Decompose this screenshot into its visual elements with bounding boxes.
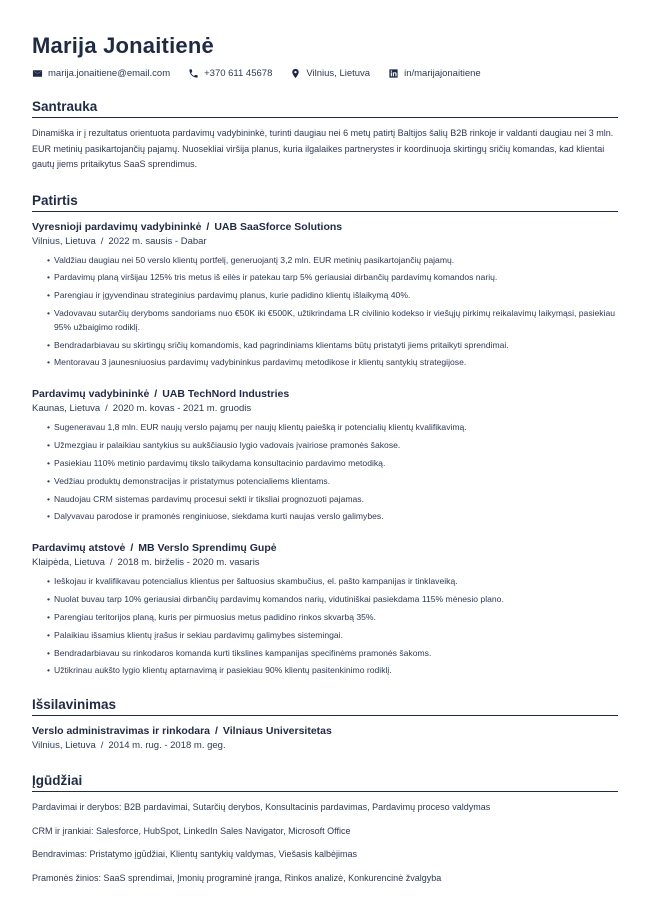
job-role: Pardavimų atstovė <box>32 542 126 555</box>
job-heading <box>32 220 618 235</box>
bullet-item: • Sugeneravau 1,8 mln. EUR naujų verslo pajamų per naujų klientų paiešką ir potencialių klientų kvalifikavimą. <box>48 420 618 434</box>
education-section <box>32 697 618 753</box>
separator: / <box>100 740 104 752</box>
bullet-item: • Pardavimų planą viršijau 125% tris metus iš eilės ir patekau tarp 5% geriausiai dirbančių pardavimų komandos narių. <box>48 270 618 284</box>
bullet-item: • Naudojau CRM sistemas pardavimų procesui sekti ir tiksliai prognozuoti pajamas. <box>48 492 618 506</box>
mail-icon <box>32 68 43 79</box>
education-heading: Išsilavinimas <box>32 697 618 716</box>
contact-location <box>290 68 370 79</box>
separator: / <box>130 542 134 555</box>
skill-line: Pramonės žinios: SaaS sprendimai, Įmonių programinė įranga, Rinkos analizė, Konkurencinė žvalgyba <box>32 872 442 883</box>
skill-line: Bendravimas: Pristatymo įgūdžiai, Klientų santykių valdymas, Viešasis kalbėjimas <box>32 849 357 860</box>
separator: / <box>105 403 108 415</box>
bullet-item: • Valdžiau daugiau nei 50 verslo klientų portfelį, generuojantį 3,2 mln. EUR metinių pasikartojančių pajamų. <box>48 253 618 267</box>
linkedin-text: in/marijajonaitiene <box>404 68 481 79</box>
bullet-item: • Palaikiau išsamius klientų įrašus ir sekiau pardavimų galimybes sistemingai. <box>48 628 618 642</box>
bullet-item: • Pasiekiau 110% metinio pardavimų tikslo taikydama konsultacinio pardavimo metodiką. <box>48 456 618 470</box>
skill-line: CRM ir įrankiai: Salesforce, HubSpot, LinkedIn Sales Navigator, Microsoft Office <box>32 825 351 836</box>
separator: / <box>100 235 104 247</box>
job-company: UAB SaaSforce Solutions <box>214 220 343 233</box>
bullet-item: • Dalyvavau parodose ir pramonės renginiuose, siekdama kurti naujas verslo galimybes. <box>48 509 618 523</box>
job-bullets <box>32 253 618 370</box>
phone-icon <box>188 68 199 79</box>
summary-heading: Santrauka <box>32 99 618 118</box>
bullet-item: • Užmezgiau ir palaikiau santykius su aukščiausio lygio vadovais įvairiose pramonės šakose. <box>48 438 618 452</box>
education-heading-line <box>32 724 618 739</box>
job-location: Vilnius, Lietuva <box>32 235 96 247</box>
bullet-item: • Ieškojau ir kvalifikavau potencialius klientus per šaltuosius skambučius, el. pašto kampanijas ir tinklaveiką. <box>48 574 618 588</box>
education-meta <box>32 739 618 753</box>
contact-bar <box>32 68 618 79</box>
job-location: Kaunas, Lietuva <box>32 403 101 415</box>
bullet-item: • Nuolat buvau tarp 10% geriausiai dirbančių pardavimų komandos narių, vidutiniškai pasiekdama 115% mėnesio plano. <box>48 592 618 606</box>
job-heading <box>32 541 618 556</box>
bullet-item: • Vedžiau produktų demonstracijas ir pristatymus potencialiems klientams. <box>48 474 618 488</box>
job-dates: 2020 m. kovas - 2021 m. gruodis <box>112 403 252 415</box>
job-role: Pardavimų vadybininkė <box>32 388 150 401</box>
job-entry <box>32 220 618 370</box>
job-meta <box>32 556 618 570</box>
separator: / <box>154 388 158 401</box>
separator: / <box>109 557 113 569</box>
bullet-item: • Bendradarbiavau su rinkodaros komanda kurti tikslines kampanijas specifinėms pramonės šakoms. <box>48 646 618 660</box>
location-text: Vilnius, Lietuva <box>306 68 371 79</box>
job-meta <box>32 402 618 416</box>
job-entry <box>32 541 618 677</box>
job-role: Vyresnioji pardavimų vadybininkė <box>32 220 202 233</box>
linkedin-icon <box>388 68 399 79</box>
education-degree: Verslo administravimas ir rinkodara <box>32 725 210 738</box>
job-entry <box>32 387 618 523</box>
education-school: Vilniaus Universitetas <box>222 725 332 738</box>
bullet-item: • Parengiau teritorijos planą, kuris per pirmuosius metus padidino rinkos skvarbą 35%. <box>48 610 618 624</box>
skills-section <box>32 773 618 885</box>
bullet-item: • Mentoravau 3 jaunesniuosius pardavimų vadybininkus pardavimų metodikose ir klientų santykių strategijose. <box>48 355 618 369</box>
contact-linkedin[interactable] <box>388 68 481 79</box>
summary-section <box>32 99 618 173</box>
job-dates: 2022 m. sausis - Dabar <box>108 235 207 247</box>
bullet-item: • Parengiau ir įgyvendinau strateginius pardavimų planus, kurie padidino klientų išlaikymą 40%. <box>48 288 618 302</box>
bullet-item: • Bendradarbiavau su skirtingų sričių komandomis, kad pagrindiniams klientams būtų pristatyti jiems pritaikyti sprendimai. <box>48 338 618 352</box>
experience-section <box>32 193 618 678</box>
contact-phone[interactable] <box>188 68 272 79</box>
bullet-item: • Vadovavau sutarčių deryboms sandoriams nuo €50K iki €500K, užtikrindama LR civilinio kodekso ir viešųjų pirkimų reikalavimų laikymąsi, pasiekiau 95% užbaigimo rodiklį. <box>48 306 618 334</box>
separator: / <box>206 220 210 233</box>
education-location: Vilnius, Lietuva <box>32 740 96 752</box>
job-meta <box>32 235 618 249</box>
skill-line: Pardavimai ir derybos: B2B pardavimai, Sutarčių derybos, Konsultacinis pardavimas, Pardavimų proceso valdymas <box>32 802 491 813</box>
summary-text: Dinamiška ir į rezultatus orientuota pardavimų vadybininkė, turinti daugiau nei 6 metų patirtį Baltijos šalių B2B rinkoje ir valdanti daugiau nei 3 mln. EUR metinių pasikartojančių pajamų. Nuosekliai viršija planus, kuria ilgalaikes partnerystes ir koordinuoja skirtingų sričių komandas, kad klientai gautų jiems pritaikytus SaaS sprendimus. <box>32 128 614 169</box>
education-dates: 2014 m. rug. - 2018 m. geg. <box>108 740 226 752</box>
candidate-name: Marija Jonaitienė <box>32 33 214 58</box>
phone-text: +370 611 45678 <box>204 68 273 79</box>
separator: / <box>215 725 218 738</box>
job-location: Klaipėda, Lietuva <box>32 557 105 569</box>
job-dates: 2018 m. birželis - 2020 m. vasaris <box>117 557 260 569</box>
job-heading <box>32 387 618 402</box>
job-company: UAB TechNord Industries <box>162 388 290 401</box>
location-pin-icon <box>290 68 301 79</box>
skills-heading: Įgūdžiai <box>32 773 618 792</box>
job-bullets <box>32 420 618 523</box>
experience-heading: Patirtis <box>32 193 618 212</box>
bullet-item: • Užtikrinau aukšto lygio klientų aptarnavimą ir pasiekiau 90% klientų pasitenkinimo rodiklį. <box>48 663 618 677</box>
email-text: marija.jonaitiene@email.com <box>48 68 171 79</box>
job-bullets <box>32 574 618 677</box>
job-company: MB Verslo Sprendimų Gupė <box>138 542 277 555</box>
contact-email[interactable] <box>32 68 170 79</box>
